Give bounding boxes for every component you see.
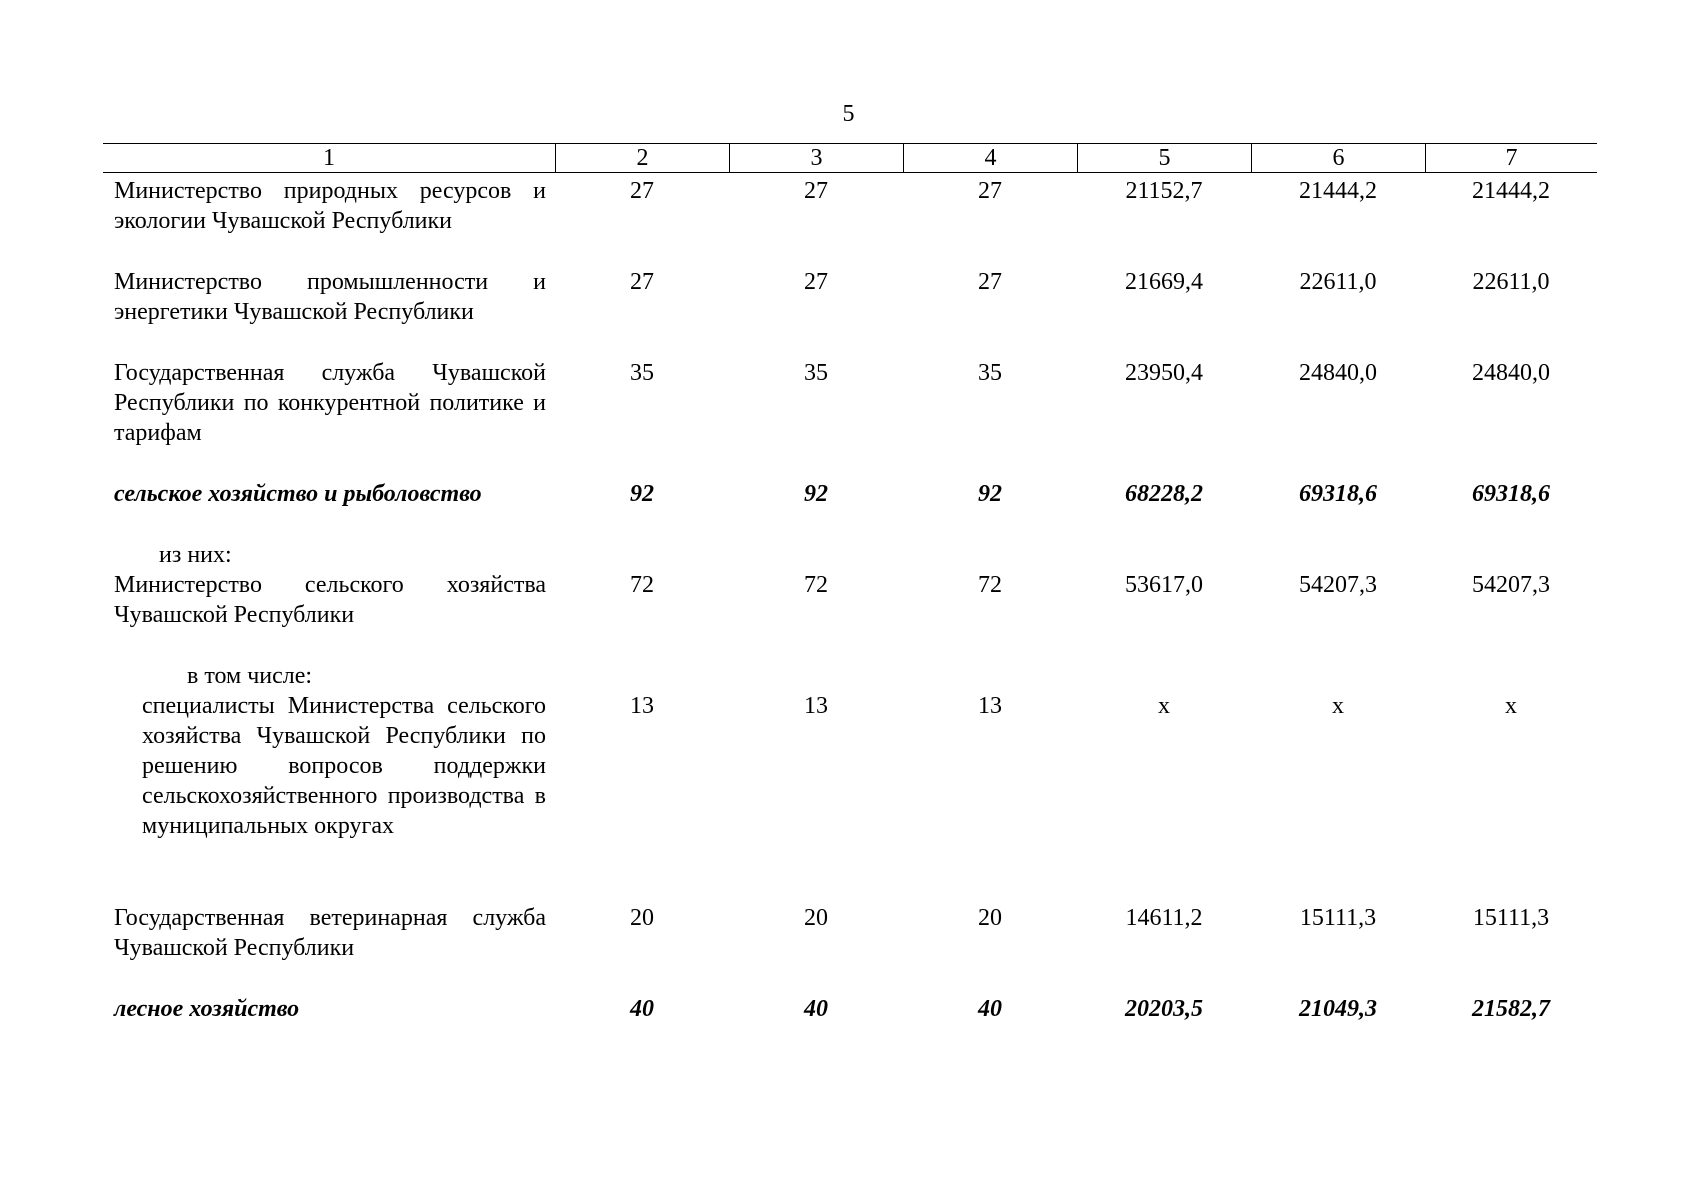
row-value-col3: 92 — [804, 481, 828, 507]
row-value-col6: х — [1332, 693, 1344, 719]
row-value-col7: 22611,0 — [1472, 269, 1550, 295]
row-value-col2: 27 — [630, 269, 654, 295]
row-value-col2: 40 — [630, 996, 654, 1022]
row-value-col2: 27 — [630, 178, 654, 204]
row-label: Министерство промышленности и энергетики Чувашской Республики — [114, 269, 546, 325]
row-value-col5: 53617,0 — [1125, 572, 1203, 598]
column-header-4: 4 — [903, 144, 1077, 172]
row-value-col6: 15111,3 — [1299, 905, 1377, 931]
row-value-col5: 68228,2 — [1125, 481, 1203, 507]
row-value-col3: 13 — [804, 693, 828, 719]
row-label: Государственная служба Чувашской Республики по конкурентной политике и тарифам — [114, 360, 546, 446]
row-value-col7: 21444,2 — [1472, 178, 1550, 204]
row-value-col4: 35 — [978, 360, 1002, 386]
row-value-col3: 35 — [804, 360, 828, 386]
column-header-5: 5 — [1077, 144, 1251, 172]
row-value-col7: 21582,7 — [1472, 996, 1550, 1022]
row-value-col6: 21049,3 — [1299, 996, 1377, 1022]
row-value-col3: 27 — [804, 269, 828, 295]
column-header-2: 2 — [555, 144, 729, 172]
row-value-col4: 40 — [978, 996, 1002, 1022]
row-value-col2: 92 — [630, 481, 654, 507]
row-label: специалисты Министерства сельского хозяйства Чувашской Республики по решению вопросов поддержки сельскохозяйственного производства в муниципальных округах — [142, 693, 546, 839]
row-value-col3: 40 — [804, 996, 828, 1022]
staffing-table — [103, 143, 1597, 1022]
row-value-col6: 54207,3 — [1299, 572, 1377, 598]
row-value-col6: 24840,0 — [1299, 360, 1377, 386]
column-header-3: 3 — [729, 144, 903, 172]
row-value-col7: 69318,6 — [1472, 481, 1550, 507]
row-value-col3: 27 — [804, 178, 828, 204]
row-value-col2: 72 — [630, 572, 654, 598]
row-value-col7: 54207,3 — [1472, 572, 1550, 598]
row-value-col4: 27 — [978, 178, 1002, 204]
row-intro: в том числе: — [187, 663, 313, 689]
page-number: 5 — [842, 101, 855, 127]
row-value-col2: 35 — [630, 360, 654, 386]
row-label: Министерство природных ресурсов и экологии Чувашской Республики — [114, 178, 546, 234]
row-value-col5: 14611,2 — [1125, 905, 1203, 931]
row-label: сельское хозяйство и рыболовство — [114, 481, 482, 507]
row-label: Министерство сельского хозяйства Чувашской Республики — [114, 572, 546, 628]
column-header-7: 7 — [1425, 144, 1597, 172]
row-value-col2: 13 — [630, 693, 654, 719]
row-value-col4: 72 — [978, 572, 1002, 598]
row-value-col5: 21669,4 — [1125, 269, 1203, 295]
row-value-col3: 72 — [804, 572, 828, 598]
column-header-6: 6 — [1251, 144, 1425, 172]
row-value-col4: 92 — [978, 481, 1002, 507]
row-value-col7: 24840,0 — [1472, 360, 1550, 386]
row-value-col6: 69318,6 — [1299, 481, 1377, 507]
row-value-col3: 20 — [804, 905, 828, 931]
row-value-col4: 13 — [978, 693, 1002, 719]
table-header-row — [103, 143, 1597, 173]
row-value-col7: 15111,3 — [1472, 905, 1550, 931]
row-intro: из них: — [159, 542, 232, 568]
row-value-col6: 22611,0 — [1299, 269, 1377, 295]
row-value-col6: 21444,2 — [1299, 178, 1377, 204]
row-value-col5: 20203,5 — [1125, 996, 1203, 1022]
row-value-col7: х — [1505, 693, 1517, 719]
row-value-col4: 27 — [978, 269, 1002, 295]
row-value-col5: 23950,4 — [1125, 360, 1203, 386]
row-label: лесное хозяйство — [114, 996, 300, 1022]
row-value-col2: 20 — [630, 905, 654, 931]
row-value-col5: х — [1158, 693, 1170, 719]
row-label: Государственная ветеринарная служба Чувашской Республики — [114, 905, 546, 961]
column-header-1: 1 — [323, 145, 335, 171]
row-value-col4: 20 — [978, 905, 1002, 931]
row-value-col5: 21152,7 — [1125, 178, 1203, 204]
